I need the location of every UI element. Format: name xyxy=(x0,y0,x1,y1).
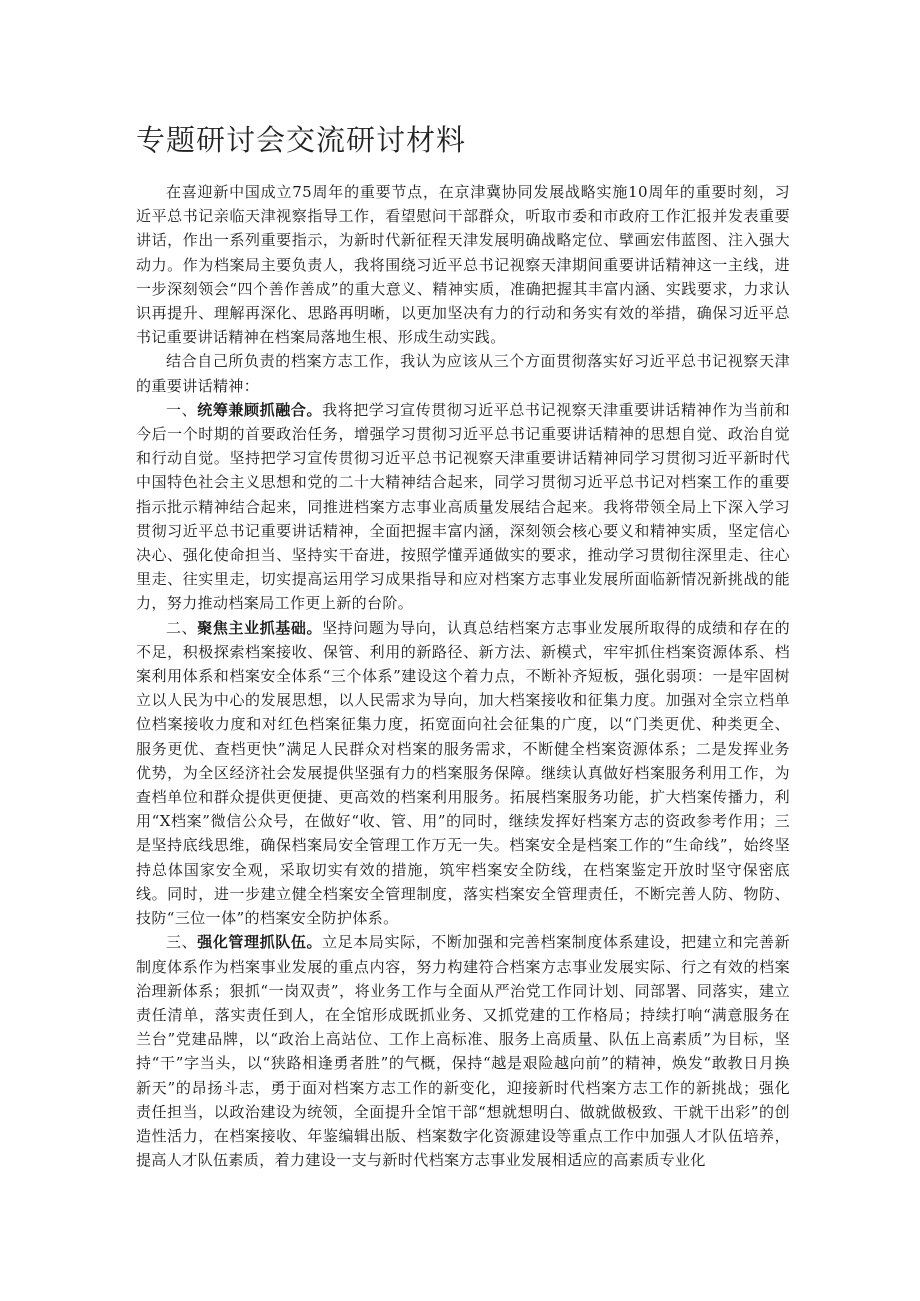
transition-paragraph xyxy=(136,349,790,397)
section-number: 二、 xyxy=(166,618,198,637)
section-one-paragraph xyxy=(136,398,790,616)
intro-paragraph xyxy=(136,180,790,349)
paragraph-text: 结合自己所负责的档案方志工作，我认为应该从三个方面贯彻落实好习近平总书记视察天津的重要讲话精神： xyxy=(136,352,790,395)
paragraph-text: 在喜迎新中国成立75周年的重要节点，在京津冀协同发展战略实施10周年的重要时刻，习近平总书记亲临天津视察指导工作，看望慰问干部群众，听取市委和市政府工作汇报并发表重要讲话，作出一系列重要指示，为新时代新征程天津发展明确战略定位、擘画宏伟蓝图、注入强大动力。作为档案局主要负责人，我将围绕习近平总书记视察天津期间重要讲话精神这一主线，进一步深刻领会“四个善作善成”的重大意义、精神实质，准确把握其丰富内涵、实践要求，力求认识再提升、理解再深化、思路再明晰，以更加坚决有力的行动和务实有效的举措，确保习近平总书记重要讲话精神在档案局落地生根、形成生动实践。 xyxy=(136,183,790,347)
paragraph-text: 我将把学习宣传贯彻习近平总书记视察天津重要讲话精神作为当前和今后一个时期的首要政治任务，增强学习贯彻习近平总书记重要讲话精神的思想自觉、政治自觉和行动自觉。坚持把学习宣传贯彻习近平总书记视察天津重要讲话精神同学习贯彻习近平新时代中国特色社会主义思想和党的二十大精神结合起来，同学习贯彻习近平总书记对档案工作的重要指示批示精神结合起来，同推进档案方志事业高质量发展结合起来。我将带领全局上下深入学习贯彻习近平总书记重要讲话精神，全面把握丰富内涵，深刻领会核心要义和精神实质，坚定信心决心、强化使命担当、坚持实干奋进，按照学懂弄通做实的要求，推动学习贯彻往深里走、往心里走、往实里走，切实提高运用学习成果指导和应对档案方志事业发展所面临新情况新挑战的能力，努力推动档案局工作更上新的台阶。 xyxy=(136,400,790,613)
paragraph-text: 立足本局实际，不断加强和完善档案制度体系建设，把建立和完善新制度体系作为档案事业发展的重点内容，努力构建符合档案方志事业发展实际、行之有效的档案治理新体系；狠抓“一岗双责”，将业务工作与全面从严治党工作同计划、同部署、同落实，建立责任清单，落实责任到人，在全馆形成既抓业务、又抓党建的工作格局；持续打响“满意服务在兰台”党建品牌，以“政治上高站位、工作上高标准、服务上高质量、队伍上高素质”为目标，坚持“干”字当头，以“狭路相逢勇者胜”的气概，保持“越是艰险越向前”的精神，焕发“敢教日月换新天”的昂扬斗志，勇于面对档案方志工作的新变化，迎接新时代档案方志工作的新挑战；强化责任担当，以政治建设为统领，全面提升全馆干部“想就想明白、做就做极致、干就干出彩”的创造性活力，在档案接收、年鉴编辑出版、档案数字化资源建设等重点工作中加强人才队伍培养，提高人才队伍素质，着力建设一支与新时代档案方志事业发展相适应的高素质专业化 xyxy=(136,933,790,1170)
section-two-paragraph xyxy=(136,616,790,931)
section-three-paragraph xyxy=(136,930,790,1172)
section-number: 三、 xyxy=(166,933,198,952)
page-title: 专题研讨会交流研讨材料 xyxy=(136,123,467,157)
section-number: 一、 xyxy=(166,400,198,419)
section-heading: 统筹兼顾抓融合。 xyxy=(197,400,323,419)
section-heading: 强化管理抓队伍。 xyxy=(197,933,323,952)
section-heading: 聚焦主业抓基础。 xyxy=(197,618,323,637)
paragraph-text: 坚持问题为导向，认真总结档案方志事业发展所取得的成绩和存在的不足，积极探索档案接收、保管、利用的新路径、新方法、新模式，牢牢抓住档案资源体系、档案利用体系和档案安全体系“三个体系”建设这个着力点，不断补齐短板，强化弱项：一是牢固树立以人民为中心的发展思想，以人民需求为导向，加大档案接收和征集力度。加强对全宗立档单位档案接收力度和对红色档案征集力度，拓宽面向社会征集的广度，以“门类更优、种类更全、服务更优、查档更快”满足人民群众对档案的服务需求，不断健全档案资源体系；二是发挥业务优势，为全区经济社会发展提供坚强有力的档案服务保障。继续认真做好档案服务利用工作，为查档单位和群众提供更便捷、更高效的档案利用服务。拓展档案服务功能，扩大档案传播力，利用“X档案”微信公众号，在做好“收、管、用”的同时，继续发挥好档案方志的资政参考作用；三是坚持底线思维，确保档案局安全管理工作万无一失。档案安全是档案工作的“生命线”，始终坚持总体国家安全观，采取切实有效的措施，筑牢档案安全防线，在档案鉴定开放时坚守保密底线。同时，进一步建立健全档案安全管理制度，落实档案安全管理责任，不断完善人防、物防、技防“三位一体”的档案安全防护体系。 xyxy=(136,618,790,928)
document-page xyxy=(136,120,790,1172)
